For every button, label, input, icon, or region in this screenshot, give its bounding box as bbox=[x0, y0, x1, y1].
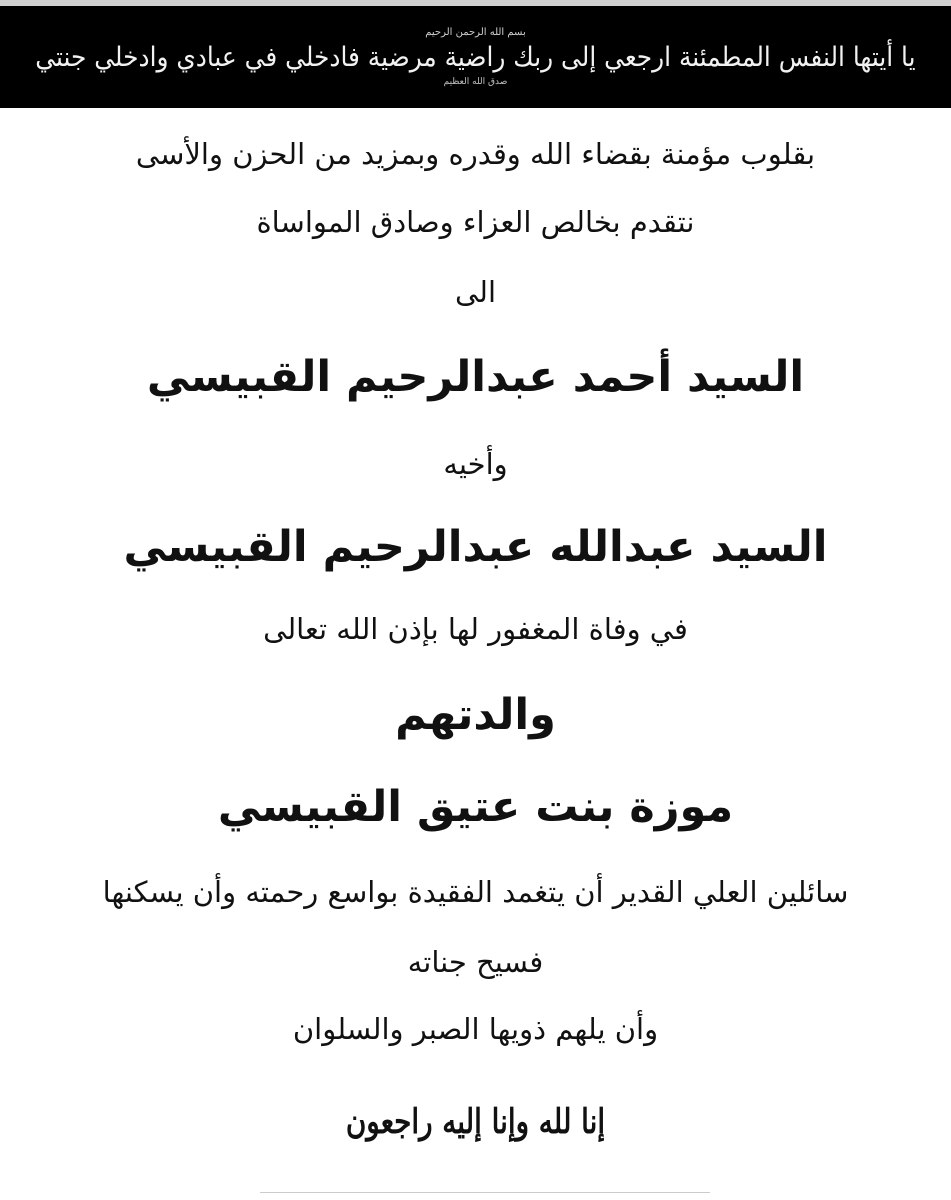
inna-lillah-calligraphy: إنا لله وإنا إليه راجعون bbox=[345, 1102, 606, 1142]
recipient-name-1: السيد أحمد عبدالرحيم القبيسي bbox=[146, 352, 805, 402]
prayer-line-3: وأن يلهم ذويها الصبر والسلوان bbox=[292, 1012, 659, 1046]
basmala-text: بسم الله الرحمن الرحيم bbox=[425, 27, 526, 38]
opening-line: بقلوب مؤمنة بقضاء الله وقدره وبمزيد من الحزن والأسى bbox=[135, 137, 816, 171]
bottom-divider bbox=[260, 1192, 710, 1193]
connector-text: وأخيه bbox=[443, 447, 508, 481]
condolence-line: نتقدم بخالص العزاء وصادق المواساة bbox=[256, 205, 695, 239]
quran-verse-banner bbox=[0, 6, 951, 108]
death-notice-line: في وفاة المغفور لها بإذن الله تعالى bbox=[263, 612, 688, 646]
prayer-line-2: فسيح جناته bbox=[407, 945, 544, 979]
recipient-name-2: السيد عبدالله عبدالرحيم القبيسي bbox=[123, 522, 828, 572]
relation-text: والدتهم bbox=[395, 690, 556, 740]
prayer-line-1: سائلين العلي القدير أن يتغمد الفقيدة بواسع رحمته وأن يسكنها bbox=[102, 875, 849, 909]
quran-verse-calligraphy: يا أيتها النفس المطمئنة ارجعي إلى ربك راضية مرضية فادخلي في عبادي وادخلي جنتي bbox=[35, 42, 916, 73]
verse-reference: صدق الله العظيم bbox=[443, 77, 508, 87]
deceased-name: موزة بنت عتيق القبيسي bbox=[217, 782, 734, 832]
to-line: الى bbox=[454, 275, 497, 309]
